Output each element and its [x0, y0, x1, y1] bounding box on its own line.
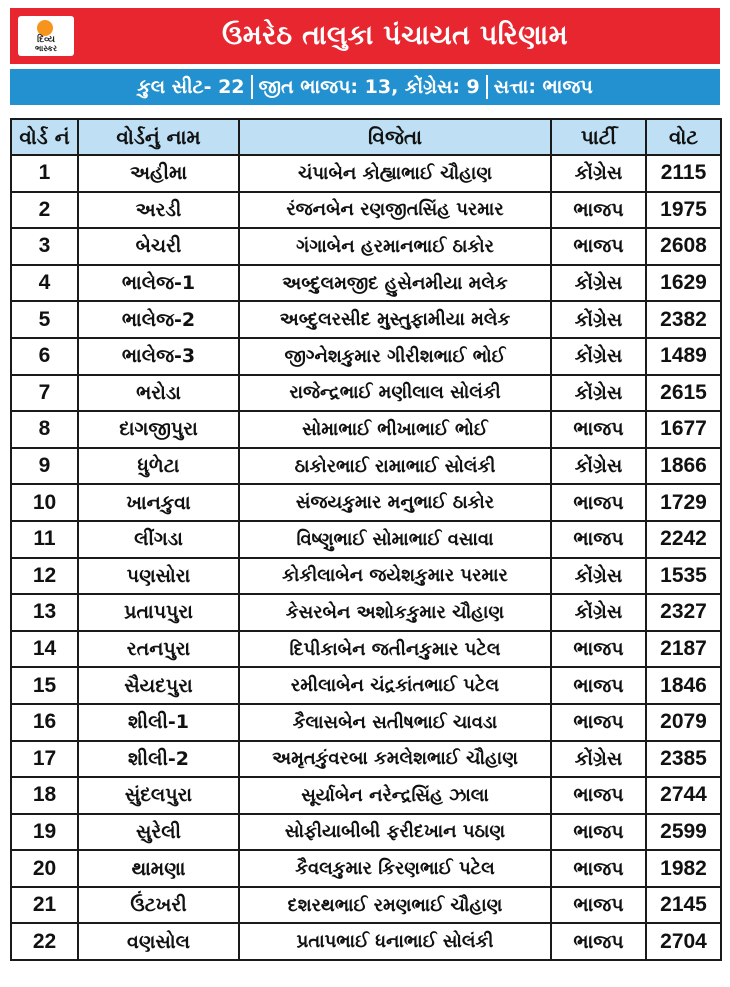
table-row	[11, 631, 721, 668]
ward-no-cell: 13	[11, 594, 78, 631]
party-cell: ભાજપ	[551, 521, 646, 558]
party-cell: ભાજપ	[551, 631, 646, 668]
total-seats: કુલ સીટ- 22	[137, 76, 245, 98]
party-cell: ભાજપ	[551, 704, 646, 741]
sun-icon	[37, 20, 53, 36]
party-cell: ભાજપ	[551, 777, 646, 814]
party-cell: ભાજપ	[551, 667, 646, 704]
ward-name-cell: ધુળેટા	[78, 448, 239, 485]
winner-name-cell: પ્રતાપભાઈ ધનાભાઈ સોલંકી	[239, 923, 551, 960]
ward-name-cell: રતનપુરા	[78, 631, 239, 668]
votes-cell: 2608	[646, 228, 721, 265]
ward-name-cell: શીલી-1	[78, 704, 239, 741]
ward-no-cell: 6	[11, 338, 78, 375]
table-row	[11, 814, 721, 851]
header-winner: વિજેતા	[239, 119, 551, 155]
party-cell: કોંગ્રેસ	[551, 301, 646, 338]
table-row	[11, 850, 721, 887]
votes-cell: 2615	[646, 375, 721, 412]
table-row	[11, 301, 721, 338]
winner-name-cell: રાજેન્દ્રભાઈ મણીલાલ સોલંકી	[239, 375, 551, 412]
votes-cell: 2242	[646, 521, 721, 558]
table-row	[11, 375, 721, 412]
party-cell: ભાજપ	[551, 814, 646, 851]
ward-name-cell: બેચરી	[78, 228, 239, 265]
page-title: ઉમરેઠ તાલુકા પંચાયત પરિણામ	[222, 20, 568, 51]
votes-cell: 1846	[646, 667, 721, 704]
ward-no-cell: 9	[11, 448, 78, 485]
header-party: પાર્ટી	[551, 119, 646, 155]
ward-name-cell: સૈયદપુરા	[78, 667, 239, 704]
winner-name-cell: જીગ્નેશકુમાર ગીરીશભાઈ ભોઈ	[239, 338, 551, 375]
winner-name-cell: અબ્દુલમજીદ હુસેનમીયા મલેક	[239, 265, 551, 302]
seats-won: જીત ભાજપ: 13, કોંગ્રેસ: 9	[258, 76, 480, 98]
party-cell: ભાજપ	[551, 411, 646, 448]
winner-name-cell: ઠાકોરભાઈ રામાભાઈ સોલંકી	[239, 448, 551, 485]
party-cell: ભાજપ	[551, 850, 646, 887]
party-cell: કોંગ્રેસ	[551, 155, 646, 192]
winner-name-cell: દશરથભાઈ રમણભાઈ ચૌહાણ	[239, 887, 551, 924]
ward-name-cell: ઉંટખરી	[78, 887, 239, 924]
votes-cell: 1489	[646, 338, 721, 375]
ward-name-cell: સુંદલપુરા	[78, 777, 239, 814]
ward-no-cell: 21	[11, 887, 78, 924]
table-row	[11, 741, 721, 778]
party-cell: કોંગ્રેસ	[551, 741, 646, 778]
ward-name-cell: શીલી-2	[78, 741, 239, 778]
winner-name-cell: રંજનબેન રણજીતસિંહ પરમાર	[239, 192, 551, 229]
votes-cell: 2704	[646, 923, 721, 960]
table-row	[11, 667, 721, 704]
votes-cell: 1975	[646, 192, 721, 229]
table-row	[11, 338, 721, 375]
ward-no-cell: 16	[11, 704, 78, 741]
winner-name-cell: સોમાભાઈ ભીખાભાઈ ભોઈ	[239, 411, 551, 448]
ward-name-cell: અરડી	[78, 192, 239, 229]
title-banner	[10, 8, 720, 64]
votes-cell: 2382	[646, 301, 721, 338]
votes-cell: 1866	[646, 448, 721, 485]
ward-no-cell: 7	[11, 375, 78, 412]
table-row	[11, 558, 721, 595]
table-row	[11, 155, 721, 192]
party-cell: ભાજપ	[551, 887, 646, 924]
votes-cell: 1982	[646, 850, 721, 887]
winner-name-cell: વિષ્ણુભાઈ સોમાભાઈ વસાવા	[239, 521, 551, 558]
party-cell: કોંગ્રેસ	[551, 338, 646, 375]
party-cell: ભાજપ	[551, 228, 646, 265]
winner-name-cell: દિપીકાબેન જતીનકુમાર પટેલ	[239, 631, 551, 668]
ward-no-cell: 22	[11, 923, 78, 960]
party-cell: કોંગ્રેસ	[551, 375, 646, 412]
ward-name-cell: ભાલેજ-3	[78, 338, 239, 375]
header-ward-no: વોર્ડ નં	[11, 119, 78, 155]
table-row	[11, 704, 721, 741]
ward-name-cell: વણસોલ	[78, 923, 239, 960]
winner-name-cell: સૂર્યાબેન નરેન્દ્રસિંહ ઝાલા	[239, 777, 551, 814]
divya-bhaskar-logo	[18, 16, 74, 56]
ward-no-cell: 11	[11, 521, 78, 558]
ward-no-cell: 14	[11, 631, 78, 668]
winner-name-cell: ચંપાબેન કોહ્યાભાઈ ચૌહાણ	[239, 155, 551, 192]
winner-name-cell: ગંગાબેન હરમાનભાઈ ઠાકોર	[239, 228, 551, 265]
party-cell: ભાજપ	[551, 484, 646, 521]
ward-no-cell: 20	[11, 850, 78, 887]
ward-name-cell: પણસોરા	[78, 558, 239, 595]
ward-no-cell: 12	[11, 558, 78, 595]
ward-name-cell: સુરેલી	[78, 814, 239, 851]
table-row	[11, 192, 721, 229]
party-cell: ભાજપ	[551, 192, 646, 229]
votes-cell: 1677	[646, 411, 721, 448]
table-row	[11, 521, 721, 558]
table-body	[11, 155, 721, 960]
ward-name-cell: ભાલેજ-1	[78, 265, 239, 302]
ward-no-cell: 10	[11, 484, 78, 521]
ward-no-cell: 8	[11, 411, 78, 448]
party-cell: કોંગ્રેસ	[551, 265, 646, 302]
ruling-party: સત્તા: ભાજપ	[493, 76, 593, 98]
table-row	[11, 265, 721, 302]
votes-cell: 2115	[646, 155, 721, 192]
table-row	[11, 484, 721, 521]
results-table	[10, 118, 722, 961]
party-cell: કોંગ્રેસ	[551, 558, 646, 595]
table-row	[11, 887, 721, 924]
summary-bar	[10, 69, 720, 105]
ward-no-cell: 2	[11, 192, 78, 229]
ward-no-cell: 17	[11, 741, 78, 778]
votes-cell: 2187	[646, 631, 721, 668]
winner-name-cell: સંજયકુમાર મનુભાઈ ઠાકોર	[239, 484, 551, 521]
votes-cell: 2599	[646, 814, 721, 851]
ward-no-cell: 1	[11, 155, 78, 192]
table-row	[11, 228, 721, 265]
votes-cell: 1535	[646, 558, 721, 595]
votes-cell: 1729	[646, 484, 721, 521]
votes-cell: 2327	[646, 594, 721, 631]
ward-name-cell: ભરોડા	[78, 375, 239, 412]
votes-cell: 2385	[646, 741, 721, 778]
table-row	[11, 594, 721, 631]
header-ward-name: વોર્ડનું નામ	[78, 119, 239, 155]
ward-no-cell: 3	[11, 228, 78, 265]
table-row	[11, 448, 721, 485]
ward-no-cell: 5	[11, 301, 78, 338]
votes-cell: 2145	[646, 887, 721, 924]
ward-name-cell: દાગજીપુરા	[78, 411, 239, 448]
table-header-row	[11, 119, 721, 155]
ward-no-cell: 18	[11, 777, 78, 814]
winner-name-cell: અમૃતકુંવરબા કમલેશભાઈ ચૌહાણ	[239, 741, 551, 778]
ward-no-cell: 4	[11, 265, 78, 302]
table-row	[11, 923, 721, 960]
ward-name-cell: ખાનકુવા	[78, 484, 239, 521]
winner-name-cell: કૈલાસબેન સતીષભાઈ ચાવડા	[239, 704, 551, 741]
ward-name-cell: પ્રતાપપુરા	[78, 594, 239, 631]
logo-text-line2: ભાસ્કર	[34, 44, 58, 53]
logo-text-line1: દિવ્ય	[37, 35, 55, 45]
ward-name-cell: લીંગડા	[78, 521, 239, 558]
winner-name-cell: રમીલાબેન ચંદ્રકાંતભાઈ પટેલ	[239, 667, 551, 704]
party-cell: ભાજપ	[551, 923, 646, 960]
table-row	[11, 777, 721, 814]
winner-name-cell: અબ્દુલરસીદ મુસ્તુફામીયા મલેક	[239, 301, 551, 338]
ward-no-cell: 19	[11, 814, 78, 851]
ward-name-cell: થામણા	[78, 850, 239, 887]
ward-name-cell: અહીમા	[78, 155, 239, 192]
winner-name-cell: કૈવલકુમાર કિરણભાઈ પટેલ	[239, 850, 551, 887]
table-row	[11, 411, 721, 448]
votes-cell: 2079	[646, 704, 721, 741]
ward-name-cell: ભાલેજ-2	[78, 301, 239, 338]
winner-name-cell: સોફીયાબીબી ફરીદખાન પઠાણ	[239, 814, 551, 851]
votes-cell: 2744	[646, 777, 721, 814]
ward-no-cell: 15	[11, 667, 78, 704]
votes-cell: 1629	[646, 265, 721, 302]
party-cell: કોંગ્રેસ	[551, 594, 646, 631]
winner-name-cell: કેસરબેન અશોકકુમાર ચૌહાણ	[239, 594, 551, 631]
party-cell: કોંગ્રેસ	[551, 448, 646, 485]
header-votes: વોટ	[646, 119, 721, 155]
winner-name-cell: કોકીલાબેન જયેશકુમાર પરમાર	[239, 558, 551, 595]
